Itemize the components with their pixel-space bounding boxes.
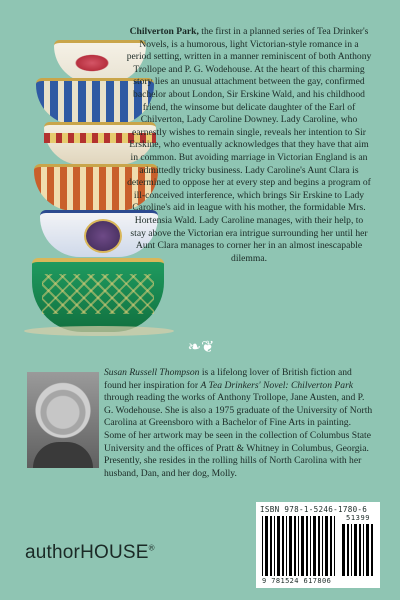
barcode-addon-number: 51399 [346,514,371,522]
blurb-text: the first in a planned series of Tea Drinker's Novels, is a humorous, light Victorian-style romance in a period setting, written in a manner reminiscent of both Anthony Trollope and P. G. Wodehouse. At the heart of this charming story lies an unusual attachment between the gay, confirmed bachelor about London, Sir Erskine Wald, and his childhood friend, the winsome but delicate daughter of the Earl of Chilverton, Lady Caroline Downey. Lady Caroline, who earnestly wishes to remain single, reveals her intention to Sir Erskine, who eventually acknowledges that they have that aim in common. But avoiding marriage in Victorian England is an admittedly tricky business. Lady Caroline's Aunt Clara is determined to oppose her at every step and begins a program of ill-conceived interference, which brings Sir Erskine to Lady Caroline's aid in league with his mother, the formidable Mrs. Hortensia Wald. Lady Caroline manages, with their help, to stay above the Victorian era intrigue surrounding her until her Aunt Clara manages to corner her in an almost inescapable dilemma. [126,26,372,264]
author-bio [104,367,374,480]
author-name: Susan Russell Thompson [104,367,200,378]
author-photo [27,372,99,468]
registered-mark: ® [148,543,155,553]
publisher-logo [25,542,155,564]
bio-text-1: is a lifelong lover of British fiction and found her inspiration for [104,367,352,391]
barcode-addon-bars [342,524,374,576]
barcode-number: 9 781524 617806 [262,577,332,585]
barcode-bars [262,516,336,576]
publisher-name: authorHOUSE [25,542,149,563]
blurb-title: Chilverton Park, [129,26,199,37]
ornament-divider: ❧❦ [187,337,215,356]
saucer [24,326,174,336]
book-blurb [126,26,372,265]
isbn-label: ISBN 978-1-5246-1780-6 [260,505,368,514]
bio-text-2: through reading the works of Anthony Trollope, Jane Austen, and P. G. Wodehouse. She is also a 1975 graduate of the University of North Carolina at Greensboro with a Bachelor of Fine Arts in painting. Some of her artwork may be seen in the collection of Columbus State University and the offices of Pratt & Whitney in Columbus, Georgia. Presently, she resides in the rolling hills of North Carolina with her husband, Dan, and her dog, Molly. [104,392,373,479]
book-title: A Tea Drinkers' Novel: Chilverton Park [200,379,354,391]
teacup-green-gold [32,258,164,332]
barcode-panel [256,502,380,588]
